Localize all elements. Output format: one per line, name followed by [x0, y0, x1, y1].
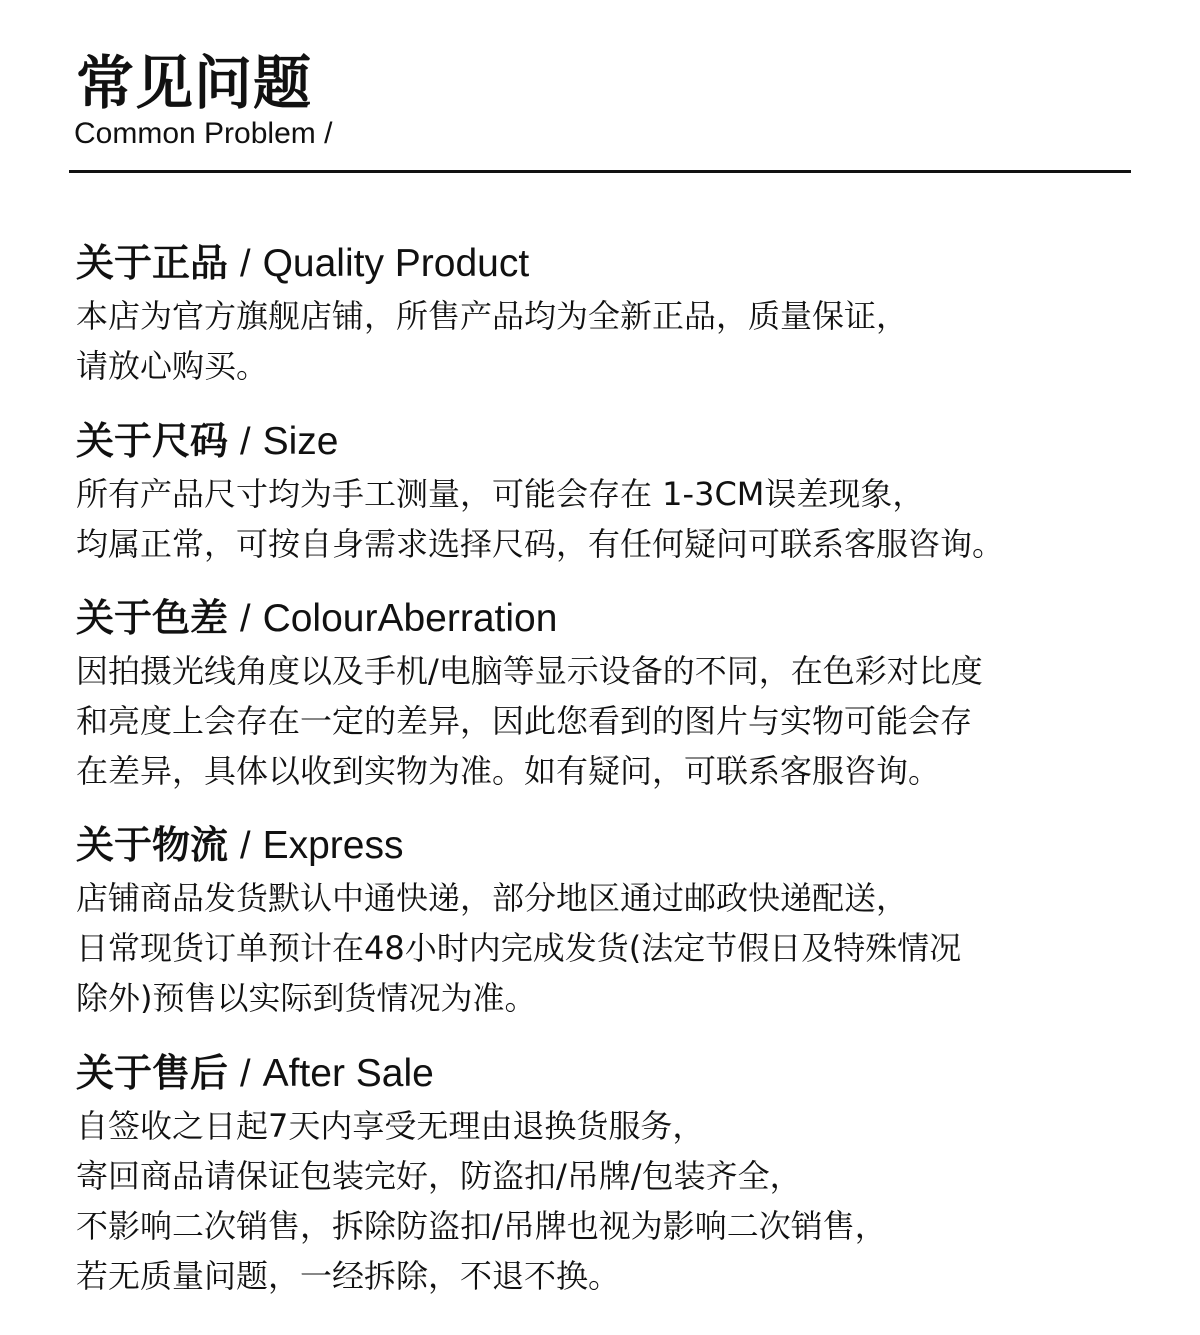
header-divider	[69, 170, 1131, 173]
section-line: 店铺商品发货默认中通快递，部分地区通过邮政快递配送，	[76, 879, 909, 917]
section-title-en: Quality Product	[262, 242, 530, 285]
section-line: 日常现货订单预计在48小时内完成发货(法定节假日及特殊情况	[76, 929, 962, 967]
section-line: 所有产品尺寸均为手工测量，可能会存在 1-3CM误差现象，	[76, 475, 925, 513]
section-title-en: Size	[262, 420, 339, 463]
section-title-separator: /	[240, 421, 251, 463]
page-title: 常见问题	[76, 49, 313, 117]
section-title-en: ColourAberration	[262, 597, 558, 640]
section-title	[76, 595, 1186, 642]
section-line: 均属正常，可按自身需求选择尺码，有任何疑问可联系客服咨询。	[76, 525, 1005, 563]
section-line: 不影响二次销售，拆除防盗扣/吊牌也视为影响二次销售，	[76, 1207, 887, 1245]
faq-section-colour	[76, 595, 1186, 822]
section-line: 在差异，具体以收到实物为准。如有疑问，可联系客服咨询。	[76, 752, 941, 790]
section-line: 和亮度上会存在一定的差异，因此您看到的图片与实物可能会存	[76, 702, 973, 740]
faq-sections	[76, 240, 1186, 1310]
section-title	[76, 1050, 1186, 1097]
section-title	[76, 240, 1186, 287]
section-body	[76, 646, 1186, 796]
section-line: 寄回商品请保证包装完好，防盗扣/吊牌/包装齐全，	[76, 1157, 802, 1195]
section-title-cn: 关于色差	[76, 596, 229, 640]
section-body	[76, 873, 1186, 1023]
section-title-cn: 关于尺码	[76, 419, 229, 463]
section-title-cn: 关于售后	[76, 1051, 229, 1095]
section-title-separator: /	[240, 598, 251, 640]
section-title-cn: 关于正品	[76, 241, 229, 285]
section-title-separator: /	[240, 243, 251, 285]
faq-section-size	[76, 418, 1186, 595]
section-line: 除外)预售以实际到货情况为准。	[76, 979, 537, 1017]
section-body	[76, 469, 1186, 569]
section-line: 请放心购买。	[76, 347, 269, 385]
section-title-cn: 关于物流	[76, 823, 229, 867]
faq-section-express	[76, 822, 1186, 1050]
page-header	[76, 48, 1136, 152]
page-subtitle: Common Problem /	[74, 117, 333, 150]
section-line: 若无质量问题，一经拆除，不退不换。	[76, 1257, 621, 1295]
faq-section-after-sale	[76, 1050, 1186, 1310]
section-title-separator: /	[240, 1053, 251, 1095]
section-line: 因拍摄光线角度以及手机/电脑等显示设备的不同，在色彩对比度	[76, 652, 983, 690]
section-line: 本店为官方旗舰店铺，所售产品均为全新正品，质量保证，	[76, 297, 909, 335]
section-title-en: Express	[262, 824, 404, 867]
section-body	[76, 291, 1186, 391]
section-title-separator: /	[240, 825, 251, 867]
faq-section-quality	[76, 240, 1186, 418]
section-title	[76, 822, 1186, 869]
section-line: 自签收之日起7天内享受无理由退换货服务，	[76, 1107, 705, 1145]
section-title-en: After Sale	[262, 1052, 434, 1095]
section-body	[76, 1101, 1186, 1301]
section-title	[76, 418, 1186, 465]
